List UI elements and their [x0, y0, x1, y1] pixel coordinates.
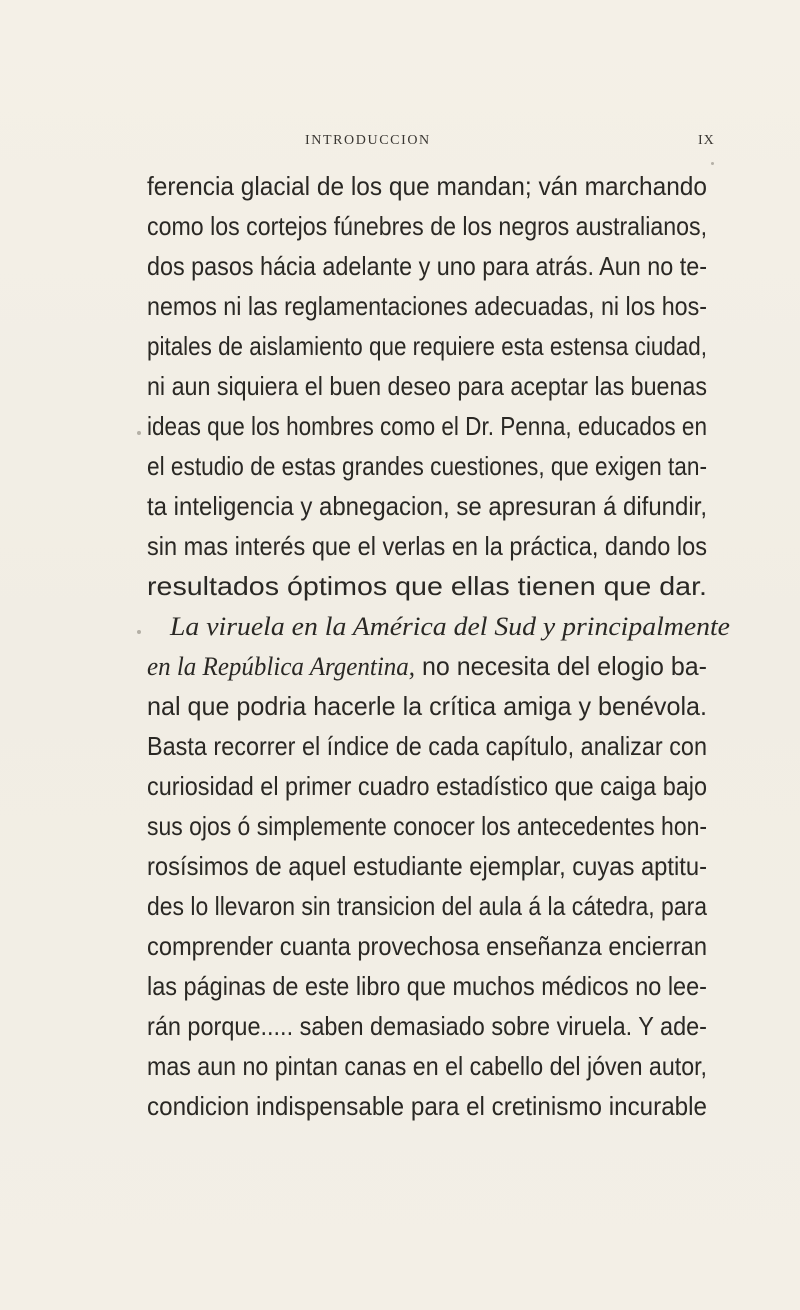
- text-line: sin mas interés que el verlas en la práctica, dando los: [147, 531, 707, 561]
- running-head-title: INTRODUCCION: [305, 133, 431, 148]
- text-line: las páginas de este libro que muchos médicos no lee-: [147, 971, 707, 1001]
- text-line: Basta recorrer el índice de cada capítulo, analizar con: [147, 731, 707, 761]
- text-line-mixed: [147, 646, 707, 686]
- text-line: ideas que los hombres como el Dr. Penna, educados en: [147, 411, 707, 441]
- text-line: rán porque..... saben demasiado sobre viruela. Y ade-: [147, 1011, 707, 1041]
- text-line: condicion indispensable para el cretinismo incurable: [147, 1091, 707, 1121]
- text-line: curiosidad el primer cuadro estadístico que caiga bajo: [147, 771, 707, 801]
- text-line: pitales de aislamiento que requiere esta estensa ciudad,: [147, 331, 707, 361]
- text-line: sus ojos ó simplemente conocer los antecedentes hon-: [147, 811, 707, 841]
- text-line: rosísimos de aquel estudiante ejemplar, cuyas aptitu-: [147, 851, 707, 881]
- page-number: IX: [698, 133, 715, 148]
- text-line: como los cortejos fúnebres de los negros australianos,: [147, 211, 707, 241]
- book-title-part-1: La viruela en la América del Sud y principalmente: [170, 612, 730, 641]
- text-line: dos pasos hácia adelante y uno para atrás. Aun no te-: [147, 251, 707, 281]
- text-line: comprender cuanta provechosa enseñanza encierran: [147, 931, 707, 961]
- text-line: ni aun siquiera el buen deseo para aceptar las buenas: [147, 371, 707, 401]
- paper-speck: [137, 630, 141, 634]
- text-line: ta inteligencia y abnegacion, se apresuran á difundir,: [147, 491, 707, 521]
- text-line: nemos ni las reglamentaciones adecuadas, ni los hos-: [147, 291, 707, 321]
- text-segment: no necesita del elogio ba-: [415, 651, 707, 681]
- text-line: el estudio de estas grandes cuestiones, que exigen tan-: [147, 451, 707, 481]
- book-title-part-2: en la República Argentina,: [147, 652, 416, 681]
- running-head: [0, 133, 800, 155]
- text-line-italic: [170, 606, 767, 646]
- text-line: ferencia glacial de los que mandan; ván marchando: [147, 171, 707, 201]
- text-line: nal que podria hacerle la crítica amiga y benévola.: [147, 691, 707, 721]
- text-line: mas aun no pintan canas en el cabello del jóven autor,: [147, 1051, 707, 1081]
- text-line: des lo llevaron sin transicion del aula á la cátedra, para: [147, 891, 707, 921]
- paper-speck: [137, 431, 141, 435]
- paper-speck: [711, 162, 714, 165]
- text-line: resultados óptimos que ellas tienen que dar.: [147, 571, 707, 601]
